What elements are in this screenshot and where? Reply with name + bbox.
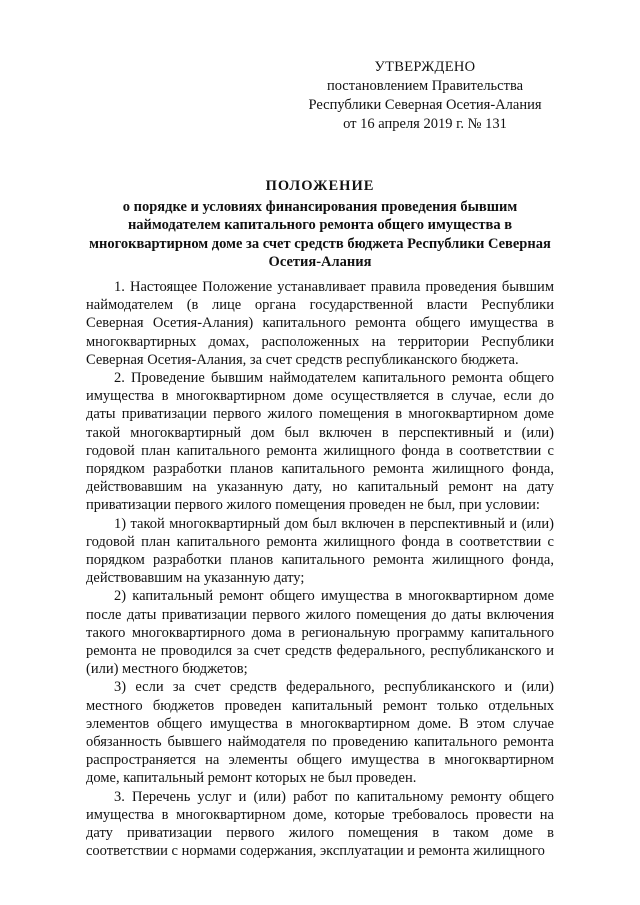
document-title: ПОЛОЖЕНИЕ — [265, 178, 375, 194]
approval-date: от 16 апреля 2019 г. № 131 — [343, 116, 507, 132]
approval-heading: УТВЕРЖДЕНО — [374, 59, 476, 75]
paragraph: 3. Перечень услуг и (или) работ по капитальному ремонту общего имущества в многоквартирном доме, которые требовалось провести на дату приватизации первого жилого помещения в таком доме в соответствии с нормами содержания, эксплуатации и ремонта жилищного — [86, 788, 554, 860]
paragraph: 1. Настоящее Положение устанавливает правила проведения бывшим наймодателем (в лице органа государственной власти Республики Северная Осетия-Алания) капитального ремонта общего имущества в многоквартирных домах, расположенных на территории Республики Северная Осетия-Алания, за счет средств республиканского бюджета. — [86, 279, 554, 368]
paragraph: 2. Проведение бывшим наймодателем капитального ремонта общего имущества в многоквартирном доме осуществляется в случае, если до даты приватизации первого жилого помещения в многоквартирном доме такой многоквартирный дом был включен в перспективный и (или) годовой план капитального ремонта жилищного фонда в соответствии с порядком разработки планов капитального ремонта жилищного фонда, действовавшим на указанную дату, но капитальный ремонт на дату приватизации первого жилого помещения проведен не был, при условии: — [86, 370, 554, 514]
approval-stamp — [300, 58, 550, 134]
document-title-block — [86, 177, 554, 272]
approval-line: постановлением Правительства — [326, 78, 524, 94]
list-item: 1) такой многоквартирный дом был включен в перспективный и (или) годовой план капитального ремонта жилищного фонда в соответствии с порядком разработки планов капитального ремонта жилищного фонда, действовавшим на указанную дату; — [86, 515, 554, 587]
document-body — [86, 278, 554, 861]
list-item: 2) капитальный ремонт общего имущества в многоквартирном доме после даты приватизации первого жилого помещения до даты включения такого многоквартирного дома в региональную программу капитального ремонта не проводился за счет средств федерального, республиканского и (или) местного бюджетов; — [86, 588, 554, 678]
approval-line: Республики Северная Осетия-Алания — [308, 97, 542, 113]
document-subtitle: о порядке и условиях финансирования проведения бывшим наймодателем капитального ремонта общего имущества в многоквартирном доме за счет средств бюджета Республики Северная Осетия-Алания — [89, 198, 551, 270]
list-item: 3) если за счет средств федерального, республиканского и (или) местного бюджетов проведен капитальный ремонт только отдельных элементов общего имущества в многоквартирном доме. В этом случае обязанность бывшего наймодателя по проведению капитального ремонта распространяется на элементы общего имущества в многоквартирном доме, капитальный ремонт которых не был проведен. — [86, 679, 554, 787]
